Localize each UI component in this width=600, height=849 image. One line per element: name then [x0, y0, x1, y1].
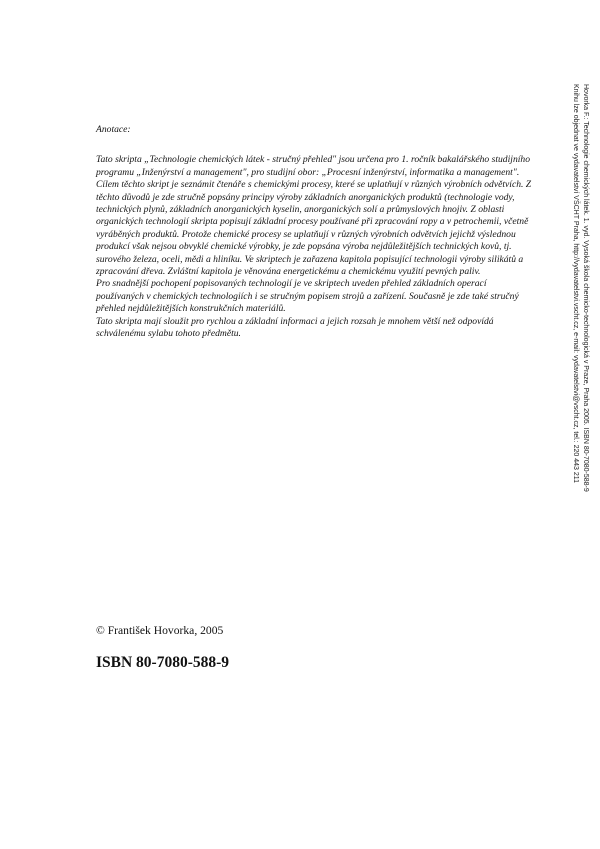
vertical-citation-note	[571, 84, 590, 564]
abstract-heading: Anotace:	[96, 124, 131, 135]
citation-line: Hovorka F.: Technologie chemických látek. 1. vyd. Vysoká škola chemicko-technologická v Praze, Praha 2005. ISBN 80-7080-588-9	[582, 84, 589, 492]
abstract-paragraph-goal: Cílem těchto skript je seznámit čtenáře s chemickými procesy, které se uplatňují v různých výrobních odvětvích. Z těchto důvodů je zde stručně popsány principy výroby základních anorganických produktů (technologie vody, technických plynů, základních anorganických kyselin, anorganických solí a průmyslových hnojiv. Z oblasti organických technologií skripta popisují základní procesy používané při zpracování ropy a v petrochemii, včetně vyráběných produktů. Protože chemické procesy se uplatňují v různých výrobních odvětvích jejichž výslednou produkcí však nejsou obvyklé chemické výrobky, je zde popsána výroba nejdůležitějších technických kovů, tj. surového železa, oceli, mědi a hliníku. Ve skriptech je zařazena kapitola popisující technologii výroby silikátů a zpracování dřeva. Zvláštní kapitola je věnována energetickému a chemickému využití pevných paliv.	[96, 179, 532, 278]
abstract-paragraph-scope: Tato skripta mají sloužit pro rychlou a základní informaci a jejich rozsah je mnohem větší než odpovídá schválenému sylabu tohoto předmětu.	[96, 315, 494, 340]
abstract-paragraph-operations: Pro snadnější pochopení popisovaných technologií je ve skriptech uveden přehled základních operací používaných v chemických technologiích i se stručným popisem strojů a zařízení. Současně je zde také stručný přehled nejdůležitějších konstrukčních materiálů.	[96, 278, 519, 315]
copyright-notice: © František Hovorka, 2005	[96, 624, 224, 637]
abstract-section	[96, 124, 536, 341]
ordering-info-line: Knihu lze objednat ve vydavatelství VŠCHT Praha, http://vydavatelstvi.vscht.cz, e-mail: vydavatelstvi@vscht.cz, tel.: 220 443 211	[572, 84, 580, 484]
isbn-number: ISBN 80-7080-588-9	[96, 654, 230, 671]
abstract-paragraph-purpose: Tato skripta „Technologie chemických látek - stručný přehled" jsou určena pro 1. ročník bakalářského studijního programu „Inženýrství a management", pro studijní obor: „Procesní inženýrství, informatika a management".	[96, 154, 530, 178]
